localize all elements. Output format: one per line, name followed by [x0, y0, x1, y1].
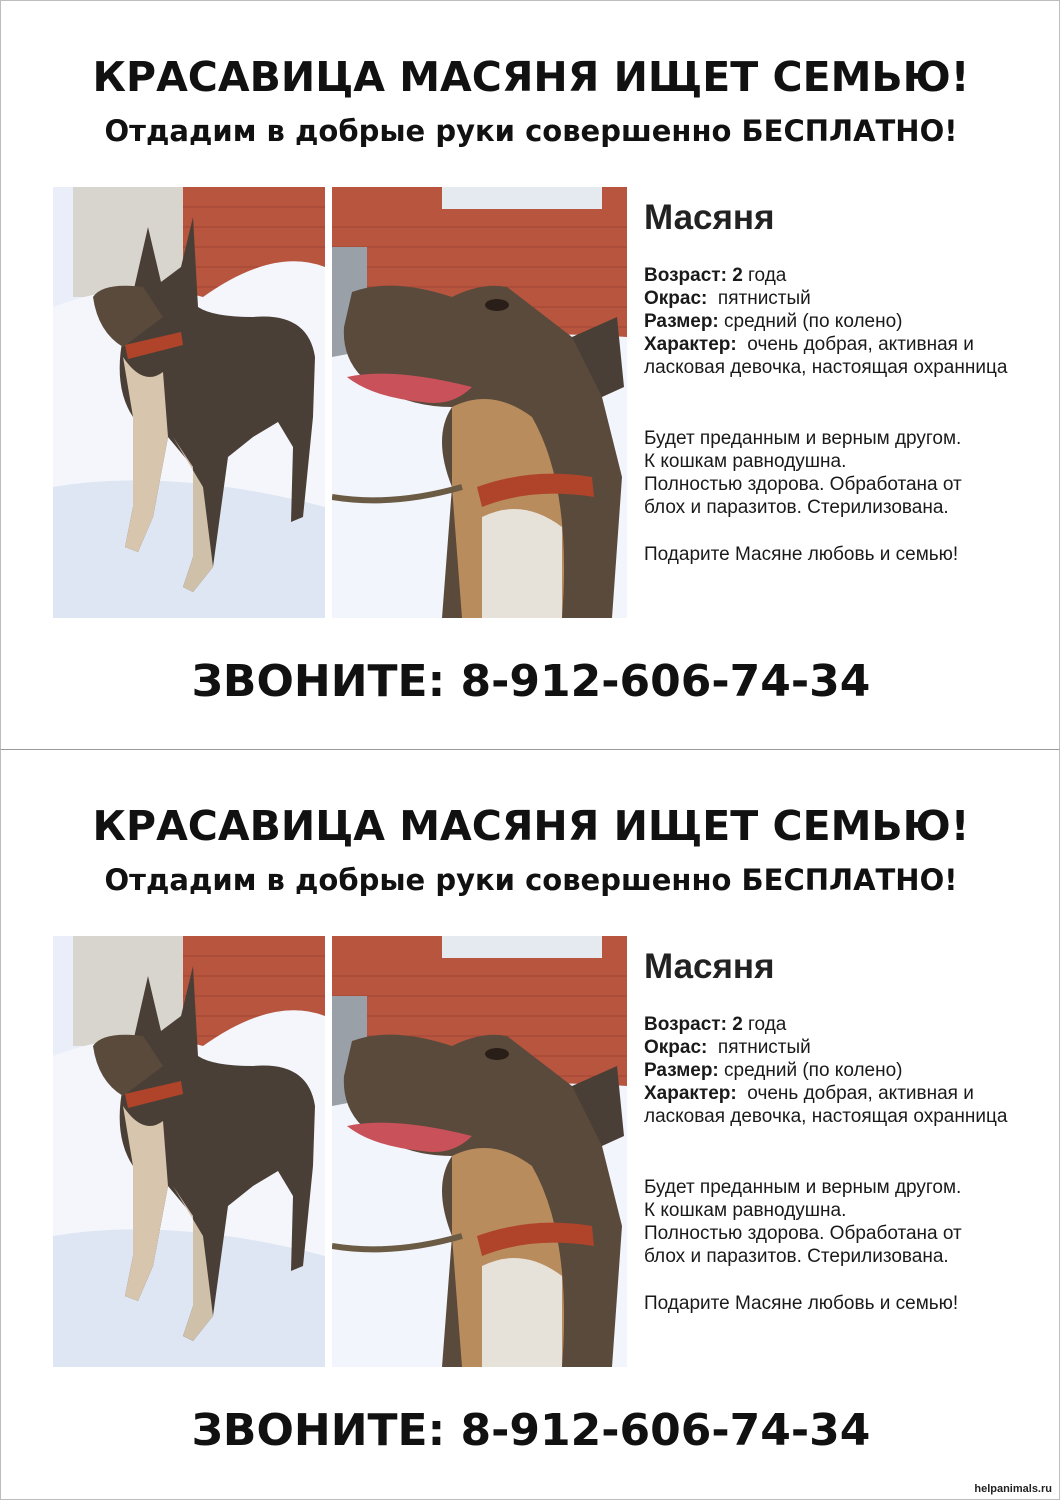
description-line: Полностью здорова. Обработана от — [644, 474, 962, 495]
closing-line: Подарите Масяне любовь и семью! — [644, 1293, 959, 1314]
color-value: пятнистый — [717, 1037, 811, 1058]
phone-number: ЗВОНИТЕ: 8-912-606-74-34 — [191, 656, 871, 707]
dog-head-photo — [332, 936, 627, 1367]
dog-standing-photo — [53, 187, 325, 618]
character-row — [644, 1082, 1044, 1128]
watermark: helpanimals.ru — [974, 1483, 1052, 1495]
age-value: 2 — [732, 1014, 743, 1035]
description-line: блох и паразитов. Стерилизована. — [644, 497, 949, 518]
dog-name: Масяня — [644, 947, 775, 986]
age-row — [644, 264, 1044, 287]
character-label: Характер: — [644, 1083, 737, 1104]
color-label: Окрас: — [644, 288, 708, 309]
character-value: очень добрая, активная и ласковая девочка, настоящая охранница — [644, 334, 1008, 378]
color-value: пятнистый — [717, 288, 811, 309]
color-label: Окрас: — [644, 1037, 708, 1058]
age-label: Возраст: — [644, 265, 727, 286]
dog-info — [644, 196, 1044, 566]
description-line: блох и паразитов. Стерилизована. — [644, 1246, 949, 1267]
color-row — [644, 287, 1044, 310]
dog-info — [644, 945, 1044, 1315]
phone-number: ЗВОНИТЕ: 8-912-606-74-34 — [191, 1405, 871, 1456]
subheadline: Отдадим в добрые руки совершенно БЕСПЛАТНО! — [104, 863, 958, 897]
size-label: Размер: — [644, 311, 719, 332]
description-line: К кошкам равнодушна. — [644, 451, 847, 472]
character-row — [644, 333, 1044, 379]
description — [644, 427, 1044, 519]
age-unit: года — [748, 1014, 787, 1035]
character-value: очень добрая, активная и ласковая девочка, настоящая охранница — [644, 1083, 1008, 1127]
dog-name: Масяня — [644, 198, 775, 237]
size-row — [644, 1059, 1044, 1082]
description-line: Будет преданным и верным другом. — [644, 428, 962, 449]
description-line: К кошкам равнодушна. — [644, 1200, 847, 1221]
dog-standing-photo — [53, 936, 325, 1367]
size-label: Размер: — [644, 1060, 719, 1081]
subheadline: Отдадим в добрые руки совершенно БЕСПЛАТНО! — [104, 114, 958, 148]
age-value: 2 — [732, 265, 743, 286]
headline: КРАСАВИЦА МАСЯНЯ ИЩЕТ СЕМЬЮ! — [92, 53, 970, 101]
character-label: Характер: — [644, 334, 737, 355]
age-row — [644, 1013, 1044, 1036]
age-unit: года — [748, 265, 787, 286]
description-line: Полностью здорова. Обработана от — [644, 1223, 962, 1244]
closing-line: Подарите Масяне любовь и семью! — [644, 544, 959, 565]
color-row — [644, 1036, 1044, 1059]
flyer-bottom — [0, 750, 1060, 1500]
size-value: средний (по колено) — [724, 1060, 903, 1081]
age-label: Возраст: — [644, 1014, 727, 1035]
headline: КРАСАВИЦА МАСЯНЯ ИЩЕТ СЕМЬЮ! — [92, 802, 970, 850]
description-line: Будет преданным и верным другом. — [644, 1177, 962, 1198]
dog-head-photo — [332, 187, 627, 618]
description — [644, 1176, 1044, 1268]
size-row — [644, 310, 1044, 333]
size-value: средний (по колено) — [724, 311, 903, 332]
